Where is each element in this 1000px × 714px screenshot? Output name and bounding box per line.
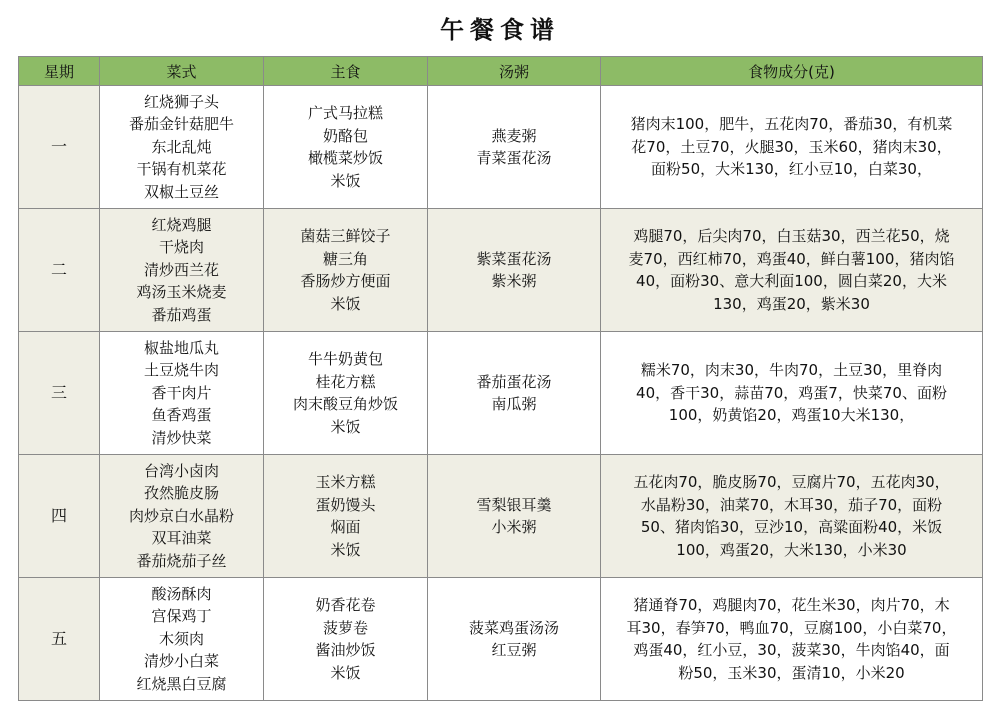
ingredient-line: 耳30，春笋70，鸭血70，豆腐100，小白菜70， <box>626 618 957 637</box>
soup-item: 菠菜鸡蛋汤汤 <box>468 618 559 637</box>
soups-cell <box>428 455 601 578</box>
weekday-cell: 二 <box>19 209 100 332</box>
staple-item: 米饭 <box>330 540 361 559</box>
table-header-row <box>19 57 983 86</box>
ingredient-line: 鸡腿70，后尖肉70，白玉菇30，西兰花50，烧 <box>633 227 950 245</box>
ingredient-line: 50、猪肉馅30，豆沙10，高粱面粉40，米饭 <box>640 518 943 536</box>
dish-item: 清炒快菜 <box>151 428 212 447</box>
ingredients-cell <box>601 455 983 578</box>
staple-item: 米饭 <box>330 417 361 436</box>
ingredients-cell <box>601 578 983 701</box>
staple-item: 糖三角 <box>322 249 368 268</box>
dish-item: 椒盐地瓜丸 <box>143 338 219 357</box>
weekday-cell: 一 <box>19 86 100 209</box>
soups-cell <box>428 578 601 701</box>
dish-item: 清炒小白菜 <box>143 652 219 671</box>
dishes-cell <box>100 455 264 578</box>
soups-cell <box>428 332 601 455</box>
dish-item: 双耳油菜 <box>151 529 212 548</box>
page-title: 午餐食谱 <box>440 15 560 44</box>
ingredient-line: 花70，土豆70，火腿30，玉米60，猪肉末30， <box>631 137 952 156</box>
dish-item: 鸡汤玉米烧麦 <box>136 283 227 302</box>
dish-item: 台湾小卤肉 <box>143 461 219 480</box>
staple-item: 桂花方糕 <box>315 372 376 391</box>
dish-item: 番茄金针菇肥牛 <box>128 115 234 134</box>
staple-item: 蛋奶馒头 <box>315 495 376 514</box>
soup-item: 紫米粥 <box>491 272 537 290</box>
dishes-cell <box>100 578 264 701</box>
staple-item: 奶酪包 <box>322 126 368 145</box>
soup-item: 青菜蛋花汤 <box>476 149 552 167</box>
staple-item: 广式马拉糕 <box>307 104 383 122</box>
staple-item: 酱油炒饭 <box>315 641 376 659</box>
ingredient-line: 40，面粉30、意大利面100，圆白菜20，大米 <box>636 272 947 290</box>
staple-item: 焖面 <box>330 518 361 536</box>
staples-cell <box>264 332 428 455</box>
header-ingredients: 食物成分(克) <box>601 57 983 86</box>
ingredient-line: 麦70，西红柿70，鸡蛋40，鲜白薯100，猪肉馅 <box>628 249 955 268</box>
ingredient-line: 糯米70，肉末30，牛肉70，土豆30，里脊肉 <box>640 361 943 380</box>
ingredient-line: 40，香干30，蒜苗70，鸡蛋7，快菜70、面粉 <box>636 383 947 402</box>
weekday-cell: 五 <box>19 578 100 701</box>
dish-item: 木须肉 <box>158 629 204 648</box>
staple-item: 奶香花卷 <box>315 596 376 614</box>
ingredient-line: 面粉50，大米130，红小豆10，白菜30， <box>651 160 932 179</box>
dishes-cell <box>100 209 264 332</box>
dish-item: 酸汤酥肉 <box>151 584 212 603</box>
ingredient-line: 鸡蛋40，红小豆，30，菠菜30，牛肉馅40，面 <box>633 641 950 659</box>
dish-item: 干锅有机菜花 <box>136 160 227 179</box>
soup-item: 南瓜粥 <box>491 395 537 413</box>
soup-item: 燕麦粥 <box>491 126 537 145</box>
dish-item: 土豆烧牛肉 <box>143 361 219 380</box>
soup-item: 雪梨银耳羹 <box>476 495 552 514</box>
dish-item: 番茄烧茄子丝 <box>136 551 227 570</box>
lunch-menu-table <box>18 56 983 701</box>
dish-item: 红烧鸡腿 <box>151 215 212 234</box>
dish-item: 鱼香鸡蛋 <box>151 406 212 425</box>
dish-item: 番茄鸡蛋 <box>151 305 212 324</box>
staple-item: 米饭 <box>330 171 361 190</box>
dish-item: 香干肉片 <box>151 383 212 402</box>
dish-item: 清炒西兰花 <box>143 260 219 279</box>
header-weekday: 星期 <box>19 57 100 86</box>
ingredient-line: 猪肉末100，肥牛，五花肉70，番茄30，有机菜 <box>630 115 953 134</box>
header-dishes: 菜式 <box>100 57 264 86</box>
dish-item: 红烧黑白豆腐 <box>136 674 227 693</box>
staple-item: 橄榄菜炒饭 <box>307 149 383 167</box>
ingredient-line: 粉50，玉米30，蛋清10，小米20 <box>678 663 905 682</box>
ingredients-cell <box>601 86 983 209</box>
dish-item: 宫保鸡丁 <box>151 607 212 626</box>
staple-item: 牛牛奶黄包 <box>307 350 383 368</box>
dish-item: 孜然脆皮肠 <box>143 484 219 503</box>
staples-cell <box>264 578 428 701</box>
staples-cell <box>264 209 428 332</box>
ingredient-line: 五花肉70，脆皮肠70，豆腐片70，五花肉30， <box>633 473 950 491</box>
dish-item: 双椒土豆丝 <box>143 182 219 201</box>
ingredients-cell <box>601 332 983 455</box>
staple-item: 米饭 <box>330 663 361 682</box>
soups-cell <box>428 209 601 332</box>
header-staples: 主食 <box>264 57 428 86</box>
soup-item: 紫菜蛋花汤 <box>476 249 552 268</box>
ingredient-line: 水晶粉30，油菜70，木耳30，茄子70，面粉 <box>640 495 943 514</box>
dishes-cell <box>100 332 264 455</box>
ingredient-line: 100，奶黄馅20，鸡蛋10大米130， <box>668 406 915 425</box>
staple-item: 香肠炒方便面 <box>300 272 391 290</box>
table-row <box>19 86 983 209</box>
soups-cell <box>428 86 601 209</box>
ingredient-line: 猪通脊70，鸡腿肉70，花生米30，肉片70，木 <box>633 596 950 614</box>
soup-item: 小米粥 <box>491 518 537 536</box>
soup-item: 红豆粥 <box>491 641 537 659</box>
weekday-cell: 四 <box>19 455 100 578</box>
ingredients-cell <box>601 209 983 332</box>
ingredient-line: 130，鸡蛋20，紫米30 <box>713 294 870 313</box>
staple-item: 肉末酸豆角炒饭 <box>292 395 398 413</box>
table-row <box>19 455 983 578</box>
staple-item: 菠萝卷 <box>322 618 368 637</box>
table-row <box>19 209 983 332</box>
soup-item: 番茄蛋花汤 <box>476 372 552 391</box>
staple-item: 菌菇三鲜饺子 <box>300 227 391 245</box>
weekday-cell: 三 <box>19 332 100 455</box>
staples-cell <box>264 455 428 578</box>
table-body <box>19 86 983 701</box>
dish-item: 东北乱炖 <box>151 137 212 156</box>
dish-item: 干烧肉 <box>158 238 204 257</box>
staple-item: 米饭 <box>330 294 361 313</box>
table-row <box>19 332 983 455</box>
ingredient-line: 100，鸡蛋20，大米130，小米30 <box>676 540 907 559</box>
table-row <box>19 578 983 701</box>
dish-item: 红烧狮子头 <box>143 92 219 111</box>
dish-item: 肉炒京白水晶粉 <box>128 506 234 525</box>
staple-item: 玉米方糕 <box>315 473 376 491</box>
staples-cell <box>264 86 428 209</box>
header-soups: 汤粥 <box>428 57 601 86</box>
dishes-cell <box>100 86 264 209</box>
